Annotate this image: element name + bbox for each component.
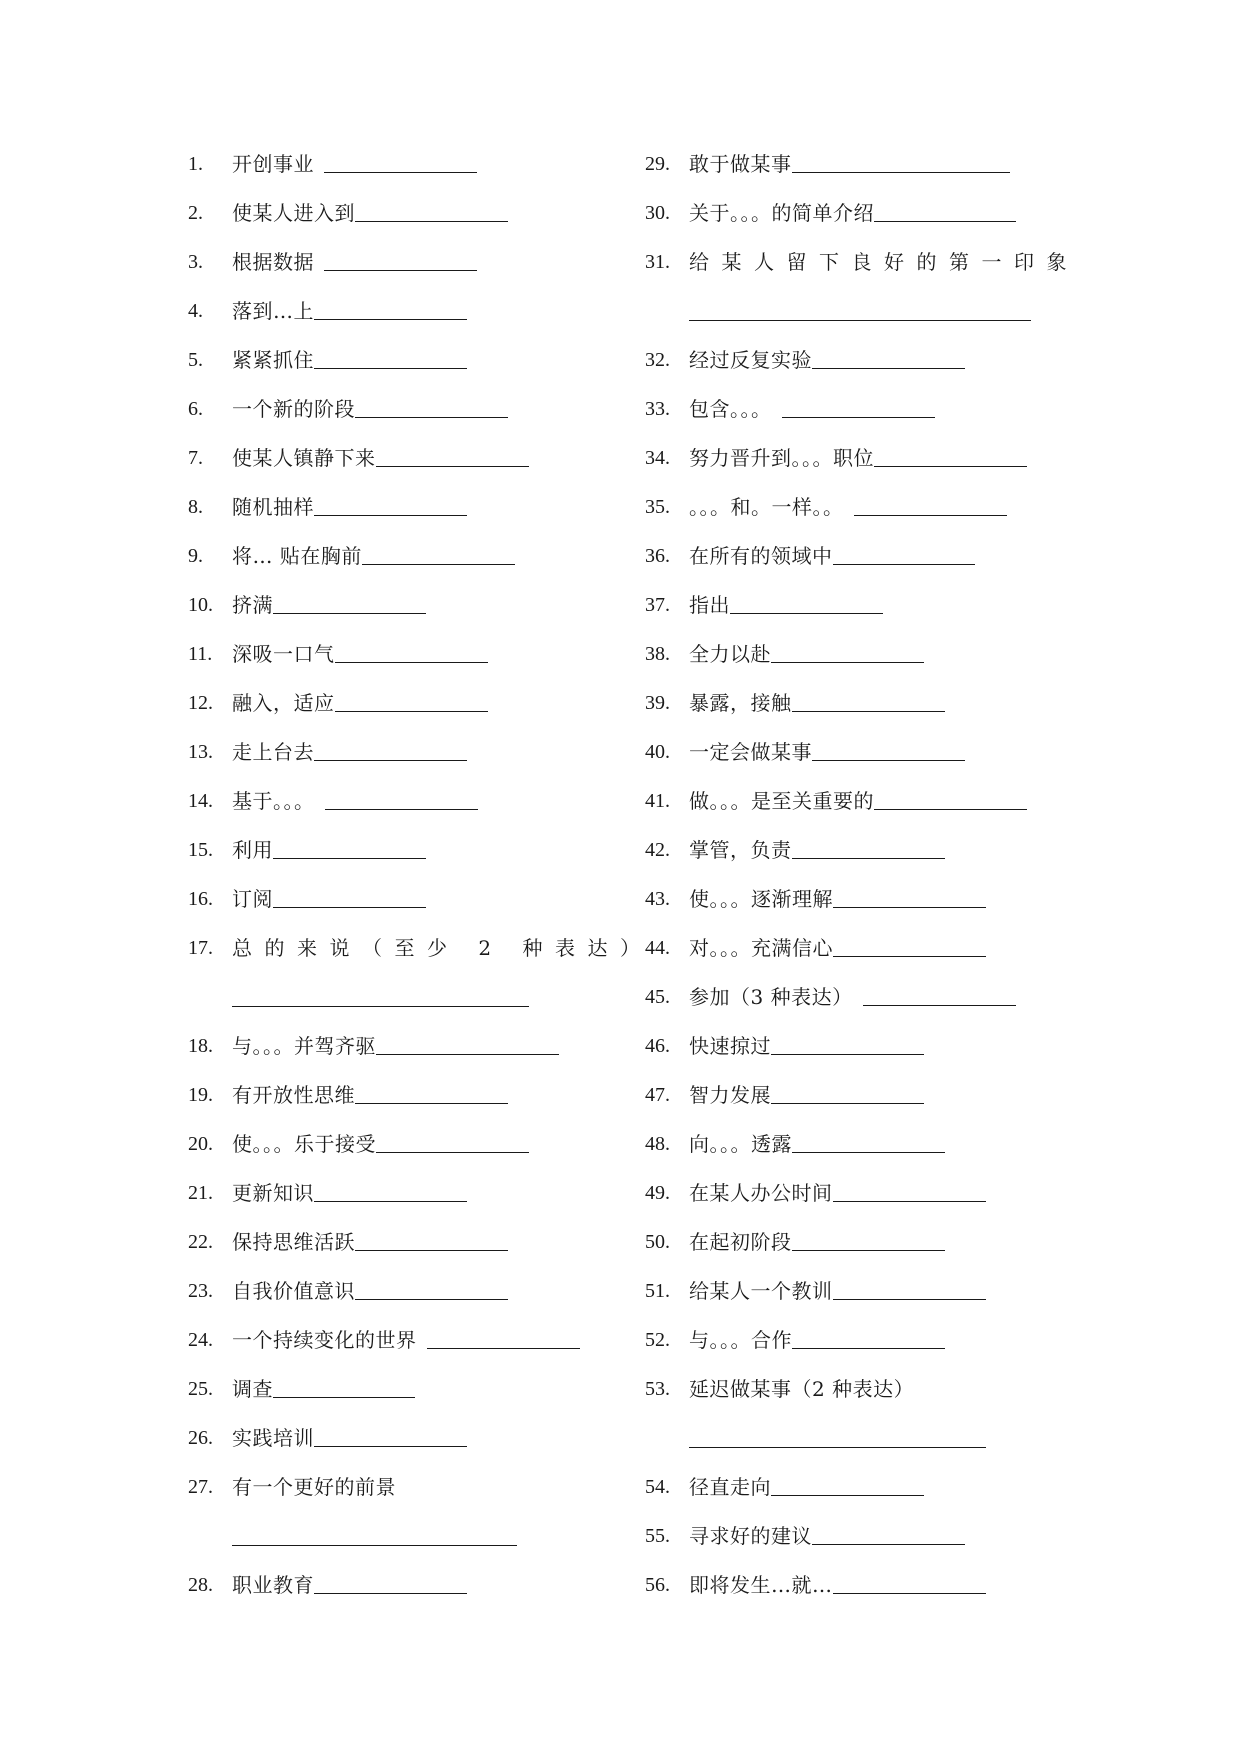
list-item [188,299,608,348]
answer-blank[interactable] [314,495,467,516]
list-item [645,691,1075,740]
item-number: 5. [188,349,203,371]
list-item [645,1034,1075,1083]
item-number: 54. [645,1476,670,1498]
item-number: 42. [645,839,670,861]
list-item [645,495,1075,544]
answer-blank[interactable] [812,348,965,369]
answer-blank[interactable] [324,152,477,173]
list-item [645,446,1075,495]
answer-blank[interactable] [792,691,945,712]
item-number: 53. [645,1378,670,1400]
answer-blank[interactable] [335,691,488,712]
answer-blank[interactable] [355,1279,508,1300]
list-item [645,1083,1075,1132]
answer-blank[interactable] [833,1573,986,1594]
item-number: 11. [188,643,213,665]
item-number: 48. [645,1133,670,1155]
answer-blank[interactable] [812,740,965,761]
answer-blank[interactable] [771,1475,924,1496]
list-item [188,446,608,495]
item-text: 订阅 [232,887,273,911]
item-text: 智力发展 [689,1083,771,1107]
item-text: 与。。。合作 [689,1328,792,1352]
list-item [645,887,1075,936]
list-item [188,1475,608,1573]
answer-blank[interactable] [771,1083,924,1104]
item-text: 参加（3 种表达） [689,985,853,1009]
item-number: 51. [645,1280,670,1302]
answer-blank[interactable] [355,1083,508,1104]
list-item [645,250,1079,348]
item-number: 17. [188,937,213,959]
item-text: 基于。。。 [232,789,315,813]
item-number: 2. [188,202,203,224]
item-text: 敢于做某事 [689,152,792,176]
list-item [645,152,1075,201]
answer-blank[interactable] [792,838,945,859]
item-number: 12. [188,692,213,714]
item-number: 22. [188,1231,213,1253]
item-text: 包含。。。 [689,397,772,421]
list-item [188,495,608,544]
list-item [645,1377,1075,1475]
item-number: 46. [645,1035,670,1057]
item-text: 实践培训 [232,1426,314,1450]
list-item [188,1279,608,1328]
item-text: 暴露，接触 [689,691,792,715]
list-item [645,740,1075,789]
item-number: 33. [645,398,670,420]
answer-blank[interactable] [833,1279,986,1300]
item-text: 走上台去 [232,740,314,764]
item-number: 1. [188,153,203,175]
list-item [188,397,608,446]
item-text: 自我价值意识 [232,1279,355,1303]
answer-blank[interactable] [335,642,488,663]
list-item [645,1328,1075,1377]
item-number: 36. [645,545,670,567]
item-text: 总的来说（至少 2 种表达） [232,936,653,960]
answer-blank[interactable] [355,1230,508,1251]
item-number: 40. [645,741,670,763]
item-number: 6. [188,398,203,420]
item-number: 29. [645,153,670,175]
answer-blank[interactable] [782,397,935,418]
answer-blank[interactable] [792,152,1010,173]
item-text: 有开放性思维 [232,1083,355,1107]
list-item [645,789,1075,838]
list-item [188,1083,608,1132]
item-text: 全力以赴 [689,642,771,666]
list-item [188,152,608,201]
item-number: 41. [645,790,670,812]
item-text: 对。。。充满信心 [689,936,833,960]
list-item [188,201,608,250]
list-item [188,1230,608,1279]
item-text: 经过反复实验 [689,348,812,372]
item-text: 在所有的领域中 [689,544,833,568]
item-text: 职业教育 [232,1573,314,1597]
list-item [645,1230,1075,1279]
item-text: 给某人留下良好的第一印象 [689,250,1079,274]
item-text: 一定会做某事 [689,740,812,764]
item-text: 寻求好的建议 [689,1524,812,1548]
item-number: 9. [188,545,203,567]
answer-blank[interactable] [314,299,467,320]
list-item [188,691,608,740]
list-item [188,250,608,299]
item-number: 15. [188,839,213,861]
item-text: 一个持续变化的世界 [232,1328,417,1352]
item-number: 55. [645,1525,670,1547]
item-text: 更新知识 [232,1181,314,1205]
answer-blank[interactable] [854,495,1007,516]
answer-blank[interactable] [314,1573,467,1594]
item-text: 保持思维活跃 [232,1230,355,1254]
item-text: 开创事业 [232,152,314,176]
list-item [188,1573,608,1622]
item-text: 将… 贴在胸前 [232,544,362,568]
list-item [188,1181,608,1230]
item-text: 。。。和。一样。。 [689,495,844,519]
item-text: 在某人办公时间 [689,1181,833,1205]
item-number: 20. [188,1133,213,1155]
list-item [645,1279,1075,1328]
list-item [188,789,608,838]
item-text: 落到…上 [232,299,314,323]
answer-blank[interactable] [812,1524,965,1545]
answer-blank[interactable] [833,1181,986,1202]
answer-blank[interactable] [874,446,1027,467]
answer-blank[interactable] [273,838,426,859]
answer-blank[interactable] [833,936,986,957]
list-item [645,544,1075,593]
item-text: 根据数据 [232,250,314,274]
item-number: 3. [188,251,203,273]
item-number: 8. [188,496,203,518]
answer-blank[interactable] [874,201,1016,222]
list-item [645,1132,1075,1181]
answer-blank[interactable] [792,1230,945,1251]
answer-blank[interactable] [771,1034,924,1055]
item-number: 37. [645,594,670,616]
item-text: 掌管，负责 [689,838,792,862]
item-number: 14. [188,790,213,812]
list-item [645,985,1075,1034]
answer-blank[interactable] [362,544,515,565]
left-column [188,152,653,1622]
item-text: 调查 [232,1377,273,1401]
item-text: 延迟做某事（2 种表达） [689,1377,915,1401]
list-item [645,1181,1075,1230]
list-item [645,642,1075,691]
item-text: 深吸一口气 [232,642,335,666]
list-item [645,1524,1075,1573]
answer-blank[interactable] [325,789,478,810]
item-number: 16. [188,888,213,910]
item-text: 给某人一个教训 [689,1279,833,1303]
answer-blank[interactable] [792,1132,945,1153]
item-number: 19. [188,1084,213,1106]
item-number: 32. [645,349,670,371]
item-number: 35. [645,496,670,518]
item-number: 43. [645,888,670,910]
list-item [188,936,653,1034]
item-number: 31. [645,251,670,273]
answer-blank[interactable] [730,593,883,614]
list-item [188,887,608,936]
list-item [645,348,1075,397]
item-number: 52. [645,1329,670,1351]
list-item [188,348,608,397]
item-text: 使。。。乐于接受 [232,1132,376,1156]
item-text: 一个新的阶段 [232,397,355,421]
answer-blank[interactable] [863,985,1016,1006]
answer-blank[interactable] [314,1426,467,1447]
item-text: 使某人镇静下来 [232,446,376,470]
item-number: 56. [645,1574,670,1596]
list-item [188,1034,608,1083]
list-item [188,642,608,691]
answer-blank[interactable] [376,1034,559,1055]
list-item [188,1132,608,1181]
answer-blank[interactable] [273,887,426,908]
item-text: 径直走向 [689,1475,771,1499]
answer-blank[interactable] [355,397,508,418]
item-number: 44. [645,937,670,959]
answer-blank[interactable] [273,1377,415,1398]
list-item [645,1573,1075,1622]
answer-blank[interactable] [355,201,508,222]
item-number: 30. [645,202,670,224]
item-text: 有一个更好的前景 [232,1475,396,1499]
item-number: 39. [645,692,670,714]
answer-blank[interactable] [232,986,529,1007]
list-item [645,838,1075,887]
answer-blank[interactable] [273,593,426,614]
list-item [188,1328,608,1377]
item-text: 即将发生…就… [689,1573,833,1597]
item-number: 10. [188,594,213,616]
answer-blank[interactable] [314,1181,467,1202]
list-item [645,397,1075,446]
item-number: 38. [645,643,670,665]
answer-blank[interactable] [324,250,477,271]
item-number: 7. [188,447,203,469]
right-column [645,152,1079,1622]
item-text: 挤满 [232,593,273,617]
item-number: 25. [188,1378,213,1400]
answer-blank[interactable] [314,740,467,761]
answer-blank[interactable] [427,1328,580,1349]
item-number: 47. [645,1084,670,1106]
list-item [188,593,608,642]
list-item [188,544,608,593]
list-item [188,1377,608,1426]
item-number: 23. [188,1280,213,1302]
item-number: 45. [645,986,670,1008]
answer-blank[interactable] [874,789,1027,810]
answer-blank[interactable] [833,887,986,908]
list-item [645,936,1075,985]
item-number: 4. [188,300,203,322]
answer-blank[interactable] [376,446,529,467]
item-text: 努力晋升到。。。职位 [689,446,874,470]
item-number: 28. [188,1574,213,1596]
answer-blank[interactable] [689,300,1031,321]
item-number: 18. [188,1035,213,1057]
item-number: 34. [645,447,670,469]
answer-blank[interactable] [689,1427,986,1448]
list-item [188,838,608,887]
item-number: 13. [188,741,213,763]
item-text: 在起初阶段 [689,1230,792,1254]
answer-blank[interactable] [314,348,467,369]
item-number: 21. [188,1182,213,1204]
item-text: 随机抽样 [232,495,314,519]
item-text: 利用 [232,838,273,862]
item-text: 向。。。透露 [689,1132,792,1156]
list-item [645,593,1075,642]
item-text: 做。。。是至关重要的 [689,789,874,813]
list-item [645,1475,1075,1524]
item-text: 使某人进入到 [232,201,355,225]
list-item [188,740,608,789]
list-item [645,201,1075,250]
item-text: 与。。。并驾齐驱 [232,1034,376,1058]
item-number: 50. [645,1231,670,1253]
item-text: 指出 [689,593,730,617]
item-number: 49. [645,1182,670,1204]
answer-blank[interactable] [792,1328,945,1349]
answer-blank[interactable] [771,642,924,663]
answer-blank[interactable] [833,544,975,565]
answer-blank[interactable] [376,1132,529,1153]
item-text: 快速掠过 [689,1034,771,1058]
item-number: 24. [188,1329,213,1351]
item-text: 融入，适应 [232,691,335,715]
list-item [188,1426,608,1475]
item-text: 紧紧抓住 [232,348,314,372]
item-number: 27. [188,1476,213,1498]
answer-blank[interactable] [232,1525,517,1546]
item-number: 26. [188,1427,213,1449]
item-text: 使。。。逐渐理解 [689,887,833,911]
item-text: 关于。。。的简单介绍 [689,201,874,225]
